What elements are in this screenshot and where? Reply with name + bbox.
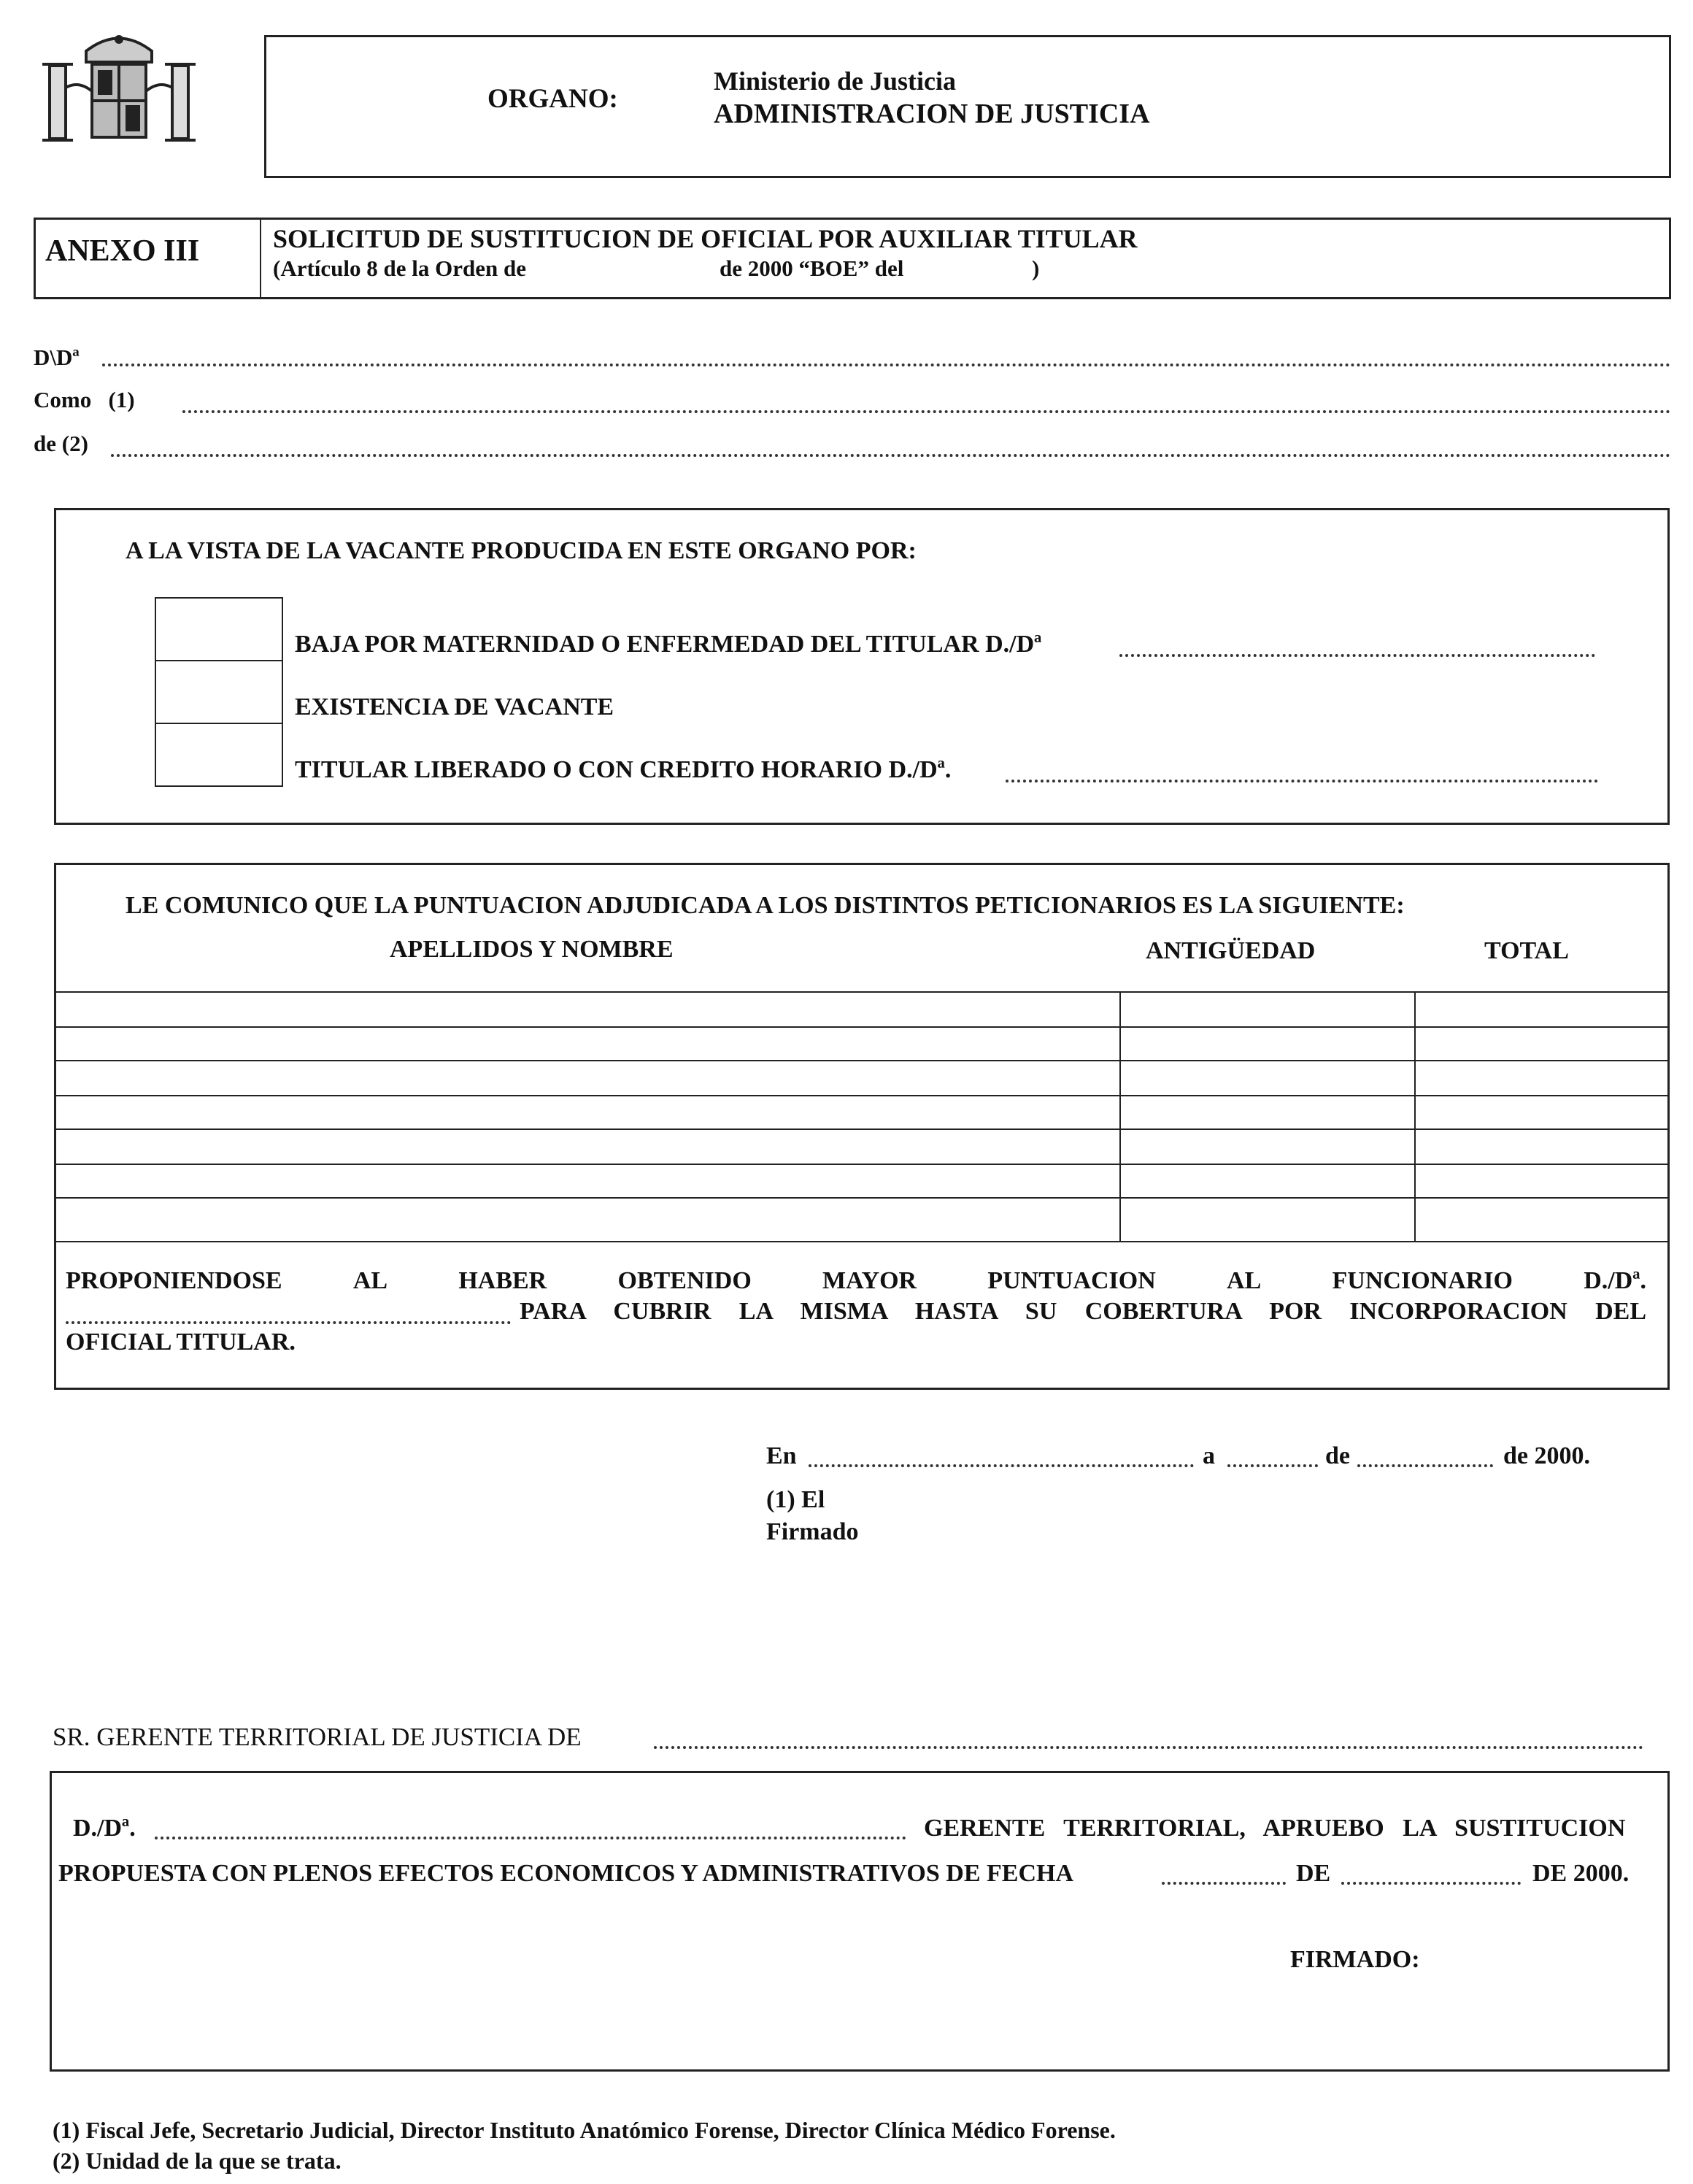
table-row-line — [54, 1060, 1670, 1061]
option-maternity-illness: BAJA POR MATERNIDAD O ENFERMEDAD DEL TITULAR D./Dª — [295, 631, 1042, 658]
table-row-line — [54, 1026, 1670, 1028]
approval-line2: PROPUESTA CON PLENOS EFECTOS ECONOMICOS Y ADMINISTRATIVOS DE FECHA — [58, 1860, 1074, 1887]
manager-addressee: SR. GERENTE TERRITORIAL DE JUSTICIA DE — [53, 1723, 582, 1751]
approval-year-label: DE 2000. — [1532, 1860, 1630, 1887]
applicant-name-field[interactable] — [102, 364, 1671, 366]
released-holder-name-field[interactable] — [1006, 780, 1598, 783]
applicant-unit-field[interactable] — [111, 454, 1671, 457]
proposal-line1 — [66, 1267, 1646, 1295]
approval-line1-end: GERENTE TERRITORIAL, APRUEBO LA SUSTITUCION — [924, 1815, 1626, 1842]
proposal-word: AL — [352, 1267, 388, 1294]
applicant-name-label: D\Dª — [34, 345, 80, 370]
table-row-line — [54, 1164, 1670, 1165]
approval-month-field[interactable] — [1341, 1882, 1521, 1885]
table-column-line — [1119, 991, 1121, 1241]
checkbox-released-holder[interactable] — [155, 723, 283, 787]
checkbox-vacancy[interactable] — [155, 660, 283, 724]
coat-of-arms-emblem — [35, 29, 203, 153]
table-row-line — [54, 1128, 1670, 1130]
column-header-total: TOTAL — [1484, 937, 1569, 964]
proposal-word: AL — [1227, 1267, 1262, 1294]
annex-subtitle-part2: de 2000 “BOE” del — [720, 255, 904, 281]
maternity-holder-name-field[interactable] — [1119, 654, 1595, 657]
proposal-word: OBTENIDO — [617, 1267, 752, 1294]
day-label: a — [1203, 1442, 1215, 1469]
proposal-word: HABER — [458, 1267, 547, 1294]
proposal-word: MAYOR — [822, 1267, 917, 1294]
table-row-line — [54, 1095, 1670, 1096]
proposal-word: PROPONIENDOSE — [66, 1267, 282, 1294]
manager-name-field[interactable] — [155, 1837, 906, 1839]
manager-territory-field[interactable] — [654, 1746, 1643, 1749]
applicant-unit-label: de (2) — [34, 431, 88, 456]
proposed-official-name-field[interactable] — [66, 1321, 511, 1324]
manager-name-label: D./Dª. — [73, 1815, 136, 1842]
column-header-seniority: ANTIGÜEDAD — [1146, 937, 1316, 964]
footnote-2: (2) Unidad de la que se trata. — [53, 2148, 342, 2174]
place-field[interactable] — [809, 1464, 1194, 1467]
year-label: de 2000. — [1503, 1442, 1590, 1469]
annex-label: ANEXO III — [45, 234, 200, 268]
vacancy-heading: A LA VISTA DE LA VACANTE PRODUCIDA EN ESTE ORGANO POR: — [126, 537, 917, 564]
applicant-role-field[interactable] — [182, 410, 1671, 413]
annex-subtitle-part3: ) — [1032, 255, 1040, 281]
table-row-line — [54, 991, 1670, 993]
approval-day-field[interactable] — [1162, 1882, 1286, 1885]
table-row-line — [54, 1241, 1670, 1242]
month-field[interactable] — [1357, 1464, 1493, 1467]
table-column-line — [1414, 991, 1416, 1241]
proposal-word: PUNTUACION — [987, 1267, 1156, 1294]
annex-subtitle-part1: (Artículo 8 de la Orden de — [273, 255, 526, 281]
option-released-holder: TITULAR LIBERADO O CON CREDITO HORARIO D./Dª. — [295, 756, 952, 783]
manager-signed-label: FIRMADO: — [1290, 1946, 1420, 1973]
option-vacancy: EXISTENCIA DE VACANTE — [295, 693, 614, 720]
proposal-line3: OFICIAL TITULAR. — [66, 1329, 296, 1356]
signer-role: (1) El — [766, 1486, 825, 1513]
table-row-line — [54, 1197, 1670, 1199]
annex-title: SOLICITUD DE SUSTITUCION DE OFICIAL POR AUXILIAR TITULAR — [273, 224, 1138, 253]
applicant-role-label: Como (1) — [34, 387, 135, 412]
month-label: de — [1325, 1442, 1350, 1469]
signed-label: Firmado — [766, 1518, 859, 1545]
administration-name: ADMINISTRACION DE JUSTICIA — [714, 99, 1150, 129]
day-field[interactable] — [1227, 1464, 1318, 1467]
checkbox-maternity-illness[interactable] — [155, 597, 283, 661]
scores-heading: LE COMUNICO QUE LA PUNTUACION ADJUDICADA A LOS DISTINTOS PETICIONARIOS ES LA SIGUIENTE: — [126, 892, 1405, 919]
organo-label: ORGANO: — [487, 84, 618, 114]
place-label: En — [766, 1442, 797, 1469]
ministry-name: Ministerio de Justicia — [714, 66, 956, 96]
approval-month-label: DE — [1296, 1860, 1331, 1887]
footnote-1: (1) Fiscal Jefe, Secretario Judicial, Director Instituto Anatómico Forense, Director Clínica Médico Forense. — [53, 2117, 1116, 2143]
annex-divider — [260, 218, 261, 299]
proposal-word: FUNCIONARIO — [1332, 1267, 1513, 1294]
column-header-name: APELLIDOS Y NOMBRE — [390, 936, 674, 963]
proposal-word: D./Dª. — [1584, 1267, 1646, 1294]
proposal-line2: PARA CUBRIR LA MISMA HASTA SU COBERTURA POR INCORPORACION DEL — [520, 1298, 1646, 1325]
